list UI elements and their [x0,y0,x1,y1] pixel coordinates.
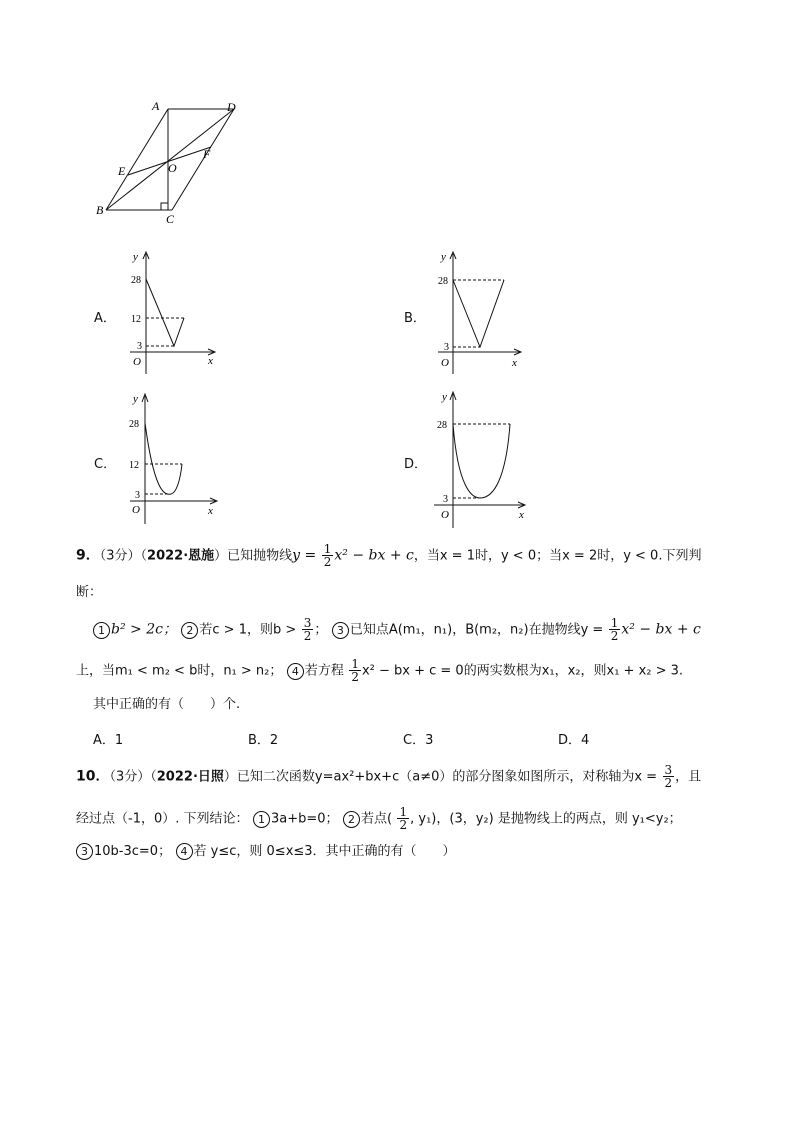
q9-eq: x² − bx + c [334,547,414,564]
q9-number: 9． [76,547,100,564]
origin: O [132,504,140,516]
q10-line1 [76,764,701,789]
label-C: C [166,212,175,226]
q10-line3 [76,841,456,862]
label-O: O [168,161,177,175]
q9-s4a: 若方程 [304,663,344,679]
q9-s3: 已知点A(m₁，n₁)，B(m₂，n₂)在抛物线y = [349,622,604,638]
tick-3: 3 [443,494,448,505]
q10-s4: 若 y≤c，则 0≤x≤3．其中正确的有（ ） [193,844,456,859]
axis-x: x [519,509,524,521]
q10-s2b: , y₁)，(3，y₂) 是抛物线上的两点，则 y₁<y₂； [410,811,682,827]
q9-y: y [292,547,301,564]
graph-option-a [124,246,224,376]
q9-line3a: 上，当m₁ < m₂ < b时，n₁ > n₂； [76,663,283,679]
circle-4: 4 [287,663,304,680]
q10-s3: 10b-3c=0； [94,844,172,859]
q9-score: （3分）（ [99,548,148,564]
label-A: A [152,99,160,113]
parallelogram-figure [90,95,250,230]
circle-3-q10: 3 [76,843,93,860]
tick-3: 3 [135,490,140,501]
tick-28: 28 [131,275,141,286]
circle-1: 1 [93,622,110,639]
label-B: B [96,203,104,217]
graph-option-b [432,246,532,376]
q9-line2 [76,582,102,603]
circle-4-q10: 4 [176,843,193,860]
q9-s2b: ； [314,622,328,638]
q10-source: 2022·日照 [156,769,224,785]
tick-3: 3 [137,341,142,352]
fraction-three-halves: $\frac{3}{2}$ [303,616,312,643]
q9-s1: b² > 2c； [111,621,177,638]
fraction-half-q10: $\frac{1}{2}$ [399,805,408,832]
origin: O [441,509,449,521]
q9-s4b: x² − bx + c = 0的两实数根为x₁，x₂，则x₁ + x₂ > 3. [361,663,684,679]
graph-option-d [432,388,532,528]
axis-x: x [512,357,517,369]
tick-12: 12 [129,460,139,471]
q10-intro-end: ，且 [675,769,702,785]
q9-source: 2022·恩施 [147,548,215,564]
fraction-three-halves-q10: $\frac{3}{2}$ [664,763,673,790]
q9-option-c[interactable]: C．3 [403,733,434,748]
q9-line1: 9．（3分）（2022·恩施）已知抛物线y = $\frac{1}{2}$ x² − bx + c，当x = 1时，y < 0；当x = 2时，y < 0.下列判 [76,542,702,569]
tick-28: 28 [129,419,139,430]
q10-line2 [76,806,682,831]
tick-28: 28 [437,420,447,431]
q9-line4 [76,658,683,683]
circle-3: 3 [332,622,349,639]
option-b-letter: B． [404,311,426,326]
circle-1-q10: 1 [253,811,270,828]
origin: O [133,356,141,368]
q10-intro: ）已知二次函数y=ax²+bx+c（a≠0）的部分图象如图所示，对称轴为x = [223,769,658,785]
q9-option-b[interactable]: B．2 [248,733,279,748]
label-D: D [227,100,236,114]
axis-x: x [208,505,213,517]
option-d-letter: D． [404,457,428,472]
axis-y: y [441,251,446,263]
fraction-half-2: $\frac{1}{2}$ [610,616,619,643]
axis-y: y [442,391,447,403]
q10-s1: 3a+b=0； [270,811,339,827]
graph-option-c [124,390,224,525]
label-E: E [118,164,126,178]
tick-3: 3 [444,342,449,353]
origin: O [441,357,449,369]
q9-option-d[interactable]: D．4 [558,733,590,748]
q9-s3b: x² − bx + c [621,621,701,638]
axis-x: x [208,355,213,367]
option-a-letter: A． [94,311,116,326]
q10-line2a: 经过点（-1，0）. 下列结论： [76,811,249,827]
q9-intro: ）已知抛物线 [214,548,293,564]
q9-line3 [93,617,701,642]
q9-cond: ，当x = 1时，y < 0；当x = 2时，y < 0.下列判 [413,548,702,564]
q10-score: （3分）（ [109,769,157,785]
q9-s2a: 若c > 1，则b > [199,622,297,638]
q9-ask: 其中正确的有（ ）个. [93,697,241,712]
circle-2-q10: 2 [343,811,360,828]
axis-y: y [133,393,138,405]
q10-s2a: 若点( [360,811,393,827]
fraction-half: $\frac{1}{2}$ [323,542,332,569]
tick-28: 28 [438,276,448,287]
q9-cond2: 断： [76,585,103,600]
q9-option-a[interactable]: A．1 [93,733,124,748]
tick-12: 12 [131,314,141,325]
option-c-letter: C． [94,457,117,472]
circle-2: 2 [181,622,198,639]
q10-number: 10． [76,768,110,785]
axis-y: y [133,251,138,263]
fraction-half-3: $\frac{1}{2}$ [351,657,359,684]
label-F: F [203,147,211,161]
